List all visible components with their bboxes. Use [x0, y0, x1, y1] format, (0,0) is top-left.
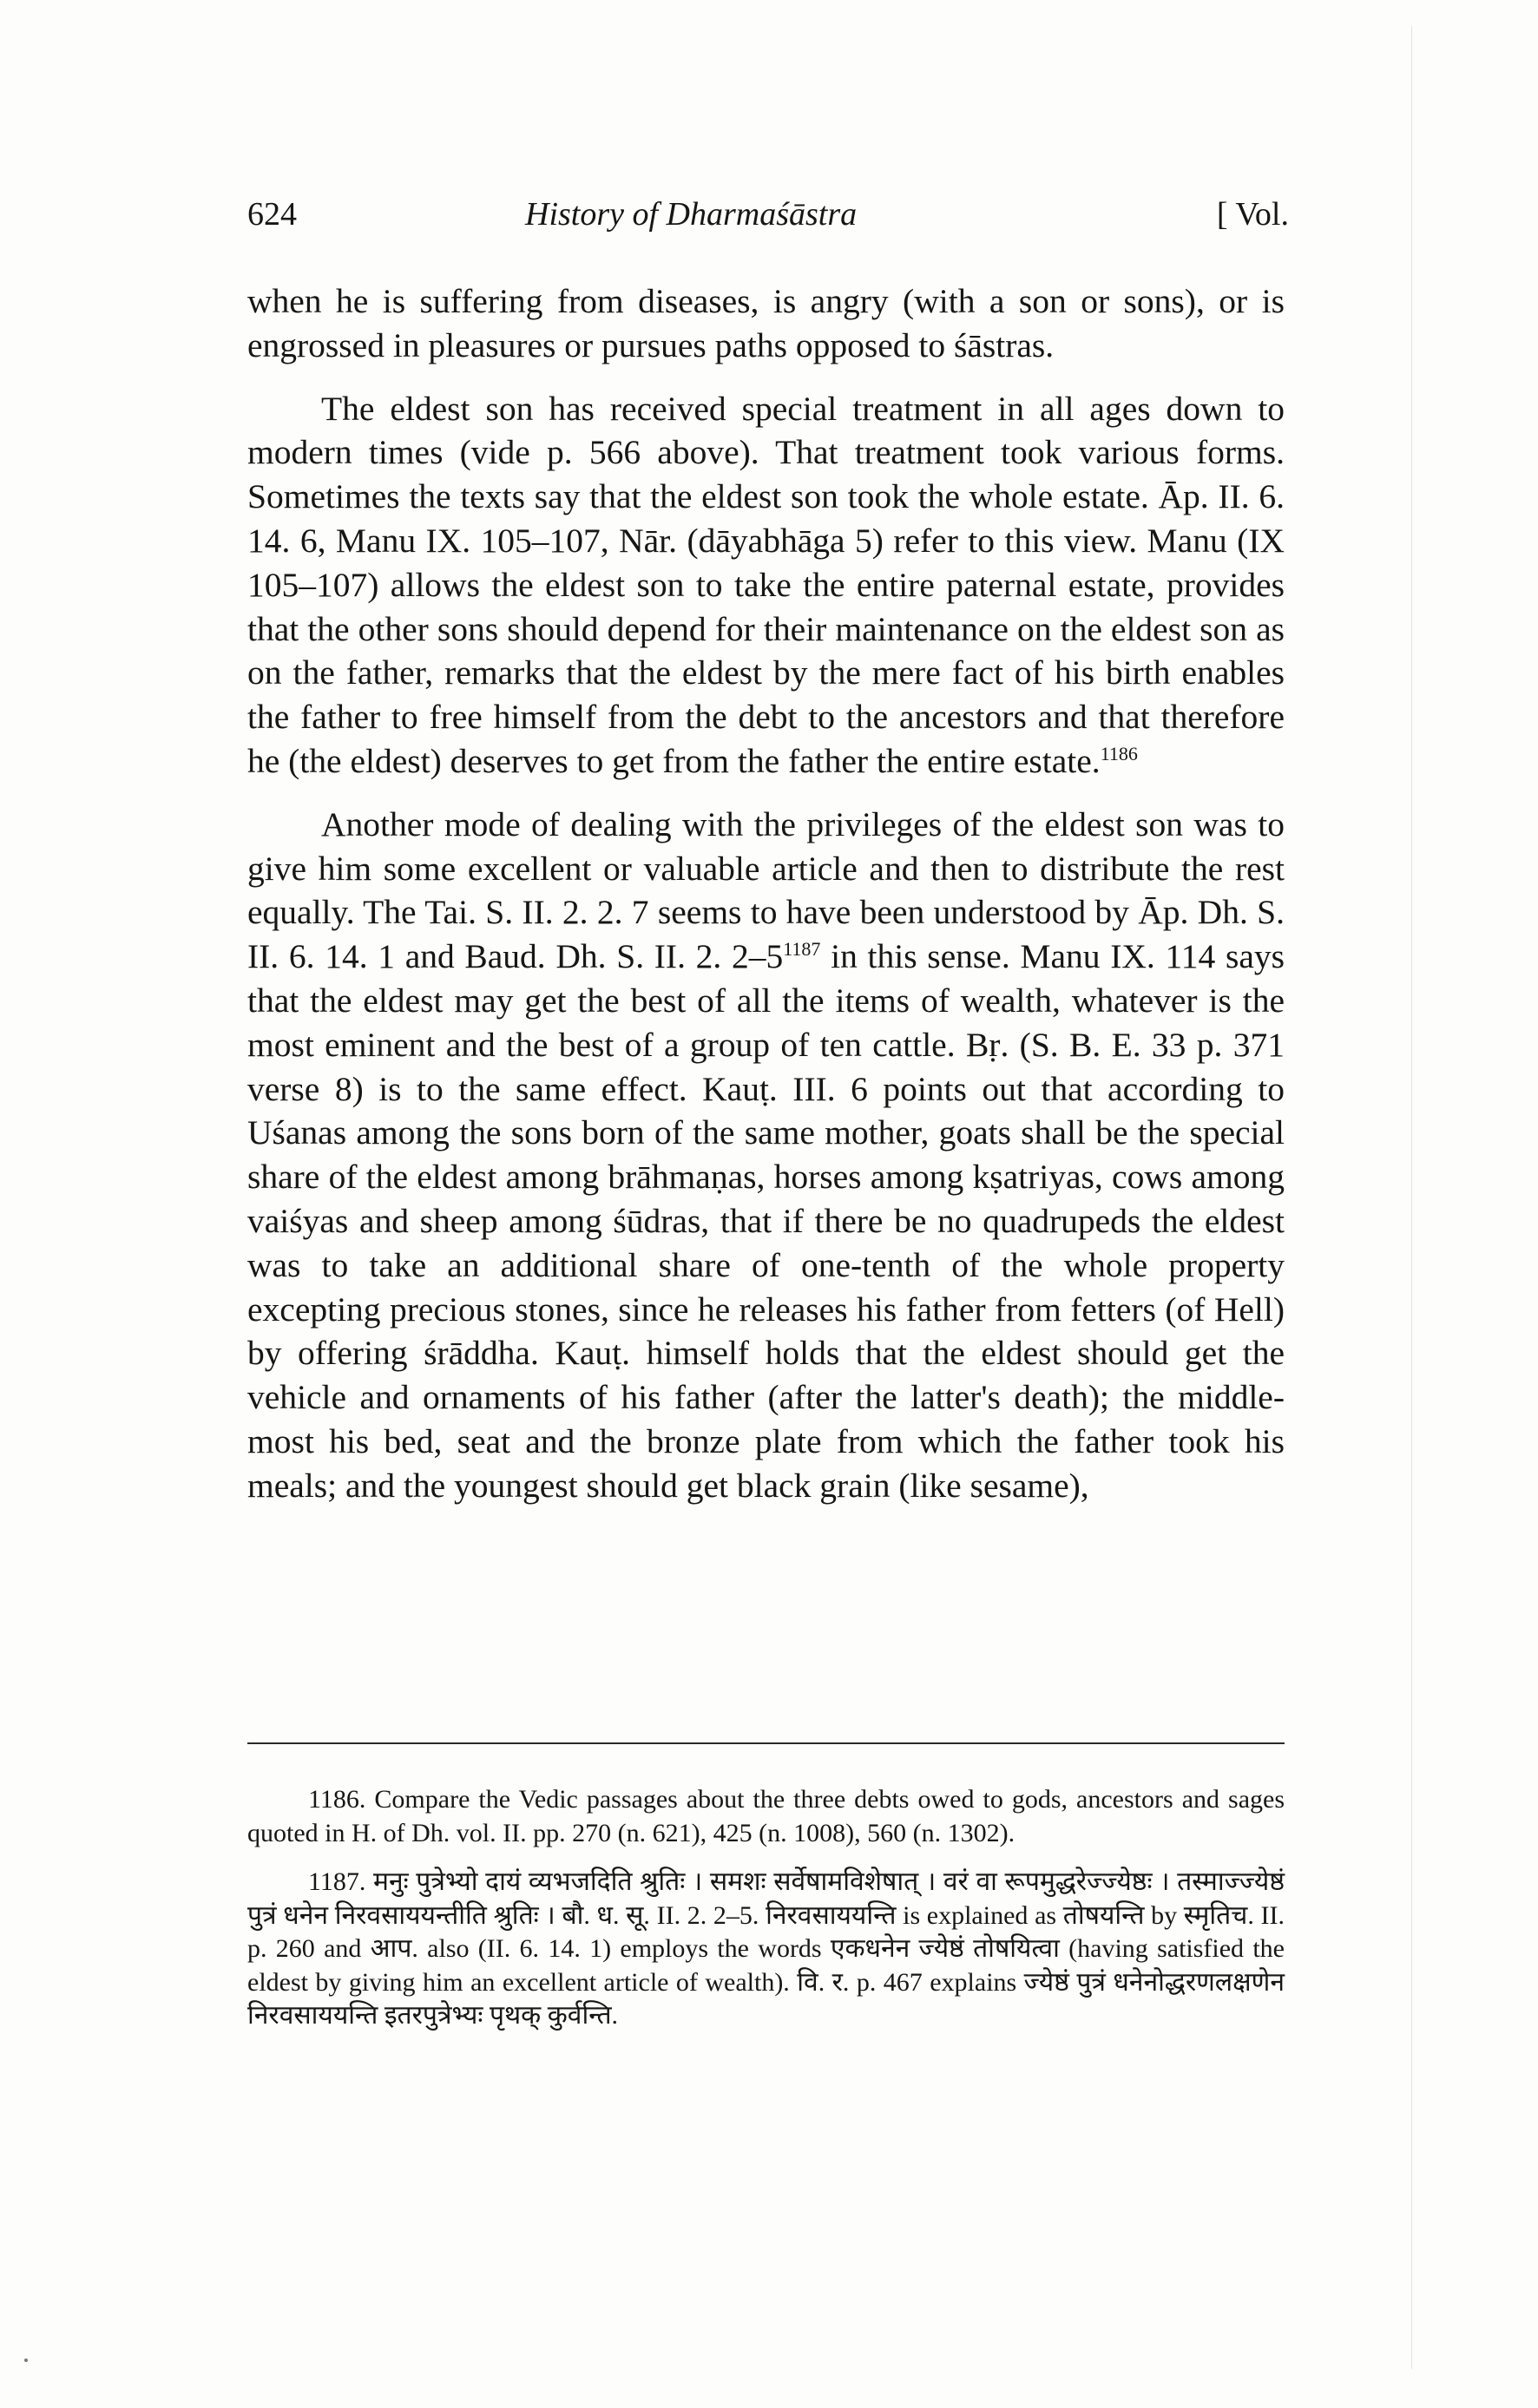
footnote-number: 1187.: [308, 1867, 366, 1896]
paragraph-privileges: [247, 803, 1285, 1508]
running-title: History of Dharmaśāstra: [525, 196, 858, 233]
paragraph-text: in this sense. Manu IX. 114 says that the eldest may get the best of all the items of wealth, whatever is the most eminent and the best of a group of ten cattle. Bṛ. (S. B. E. 33 p. 371 verse 8) is to the same effect. Kauṭ. III. 6 points out that according to Uśanas among the sons born of the same mother, goats shall be the special share of the eldest among brāhmaṇas, horses among kṣatriyas, cows among vaiśyas and sheep among śūdras, that if there be no quadrupeds the eldest was to take an additional share of one-tenth of the whole property excepting precious stones, since he releases his father from fetters (of Hell) by offering śrāddha. Kauṭ. himself holds that the eldest should get the vehicle and ornaments of his father (after the latter's death); the middle-most his bed, seat and the bronze plate from which the father took his meals; and the youngest should get black grain (like sesame),: [247, 937, 1285, 1505]
footnote-divider: [247, 1742, 1285, 1744]
footnote-1186: [247, 1783, 1285, 1850]
paragraph-text: The eldest son has received special treatment in all ages down to modern times (vide p. 566 above). That treatment took various forms. Sometimes the texts say that the eldest son took the whole estate. Āp. II. 6. 14. 6, Manu IX. 105–107, Nār. (dāyabhāga 5) refer to this view. Manu (IX 105–107) allows the eldest son to take the entire paternal estate, provides that the other sons should depend for their maintenance on the eldest son as on the father, remarks that the eldest by the mere fact of his birth enables the father to free himself from the debt to the ancestors and that therefore he (the eldest) deserves to get from the father the entire estate.: [247, 389, 1285, 780]
paragraph-eldest-son: [247, 387, 1285, 784]
footnote-ref-1187[interactable]: 1187: [783, 938, 821, 960]
paragraph-text: Another mode of dealing with the privileges of the eldest son was to give him some excellent or valuable article and then to distribute the rest equally. The Tai. S. II. 2. 2. 7 seems to have been understood by Āp. Dh. S. II. 6. 14. 1 and Baud. Dh. S. II. 2. 2–5: [247, 804, 1285, 976]
volume-label: [ Vol.: [1216, 196, 1289, 233]
scan-speck: [24, 2359, 28, 2362]
running-header: [247, 195, 1289, 247]
footnote-text: Compare the Vedic passages about the three debts owed to gods, ancestors and sages quoted in H. of Dh. vol. II. pp. 270 (n. 621), 425 (n. 1008), 560 (n. 1302).: [247, 1785, 1285, 1847]
footnote-number: 1186.: [308, 1785, 366, 1814]
paragraph-continued: when he is suffering from diseases, is angry (with a son or sons), or is engrossed in pleasures or pursues paths opposed to śāstras.: [247, 282, 1285, 364]
footnote-1187: [247, 1866, 1285, 2033]
page-number: 624: [247, 196, 297, 233]
main-text: [247, 279, 1285, 1508]
footnotes: [247, 1783, 1285, 2033]
footnote-ref-1186[interactable]: 1186: [1100, 742, 1138, 764]
scan-edge-line: [1411, 26, 1412, 2369]
footnote-text: मनुः पुत्रेभ्यो दायं व्यभजदिति श्रुतिः । समशः सर्वेषामविशेषात् । वरं वा रूपमुद्धरेज्ज्येष्ठः । तस्माज्ज्येष्ठं पुत्रं धनेन निरवसाययन्तीति श्रुतिः । बौ. ध. सू. II. 2. 2–5. निरवसाययन्ति is explained as तोषयन्ति by स्मृतिच. II. p. 260 and आप. also (II. 6. 14. 1) employs the words एकधनेन ज्येष्ठं तोषयित्वा (having satisfied the eldest by giving him an excellent article of wealth). वि. र. p. 467 explains ज्येष्ठं पुत्रं धनेनोद्धरणलक्षणेन निरवसाययन्ति इतरपुत्रेभ्यः पृथक् कुर्वन्ति.: [247, 1867, 1285, 2030]
